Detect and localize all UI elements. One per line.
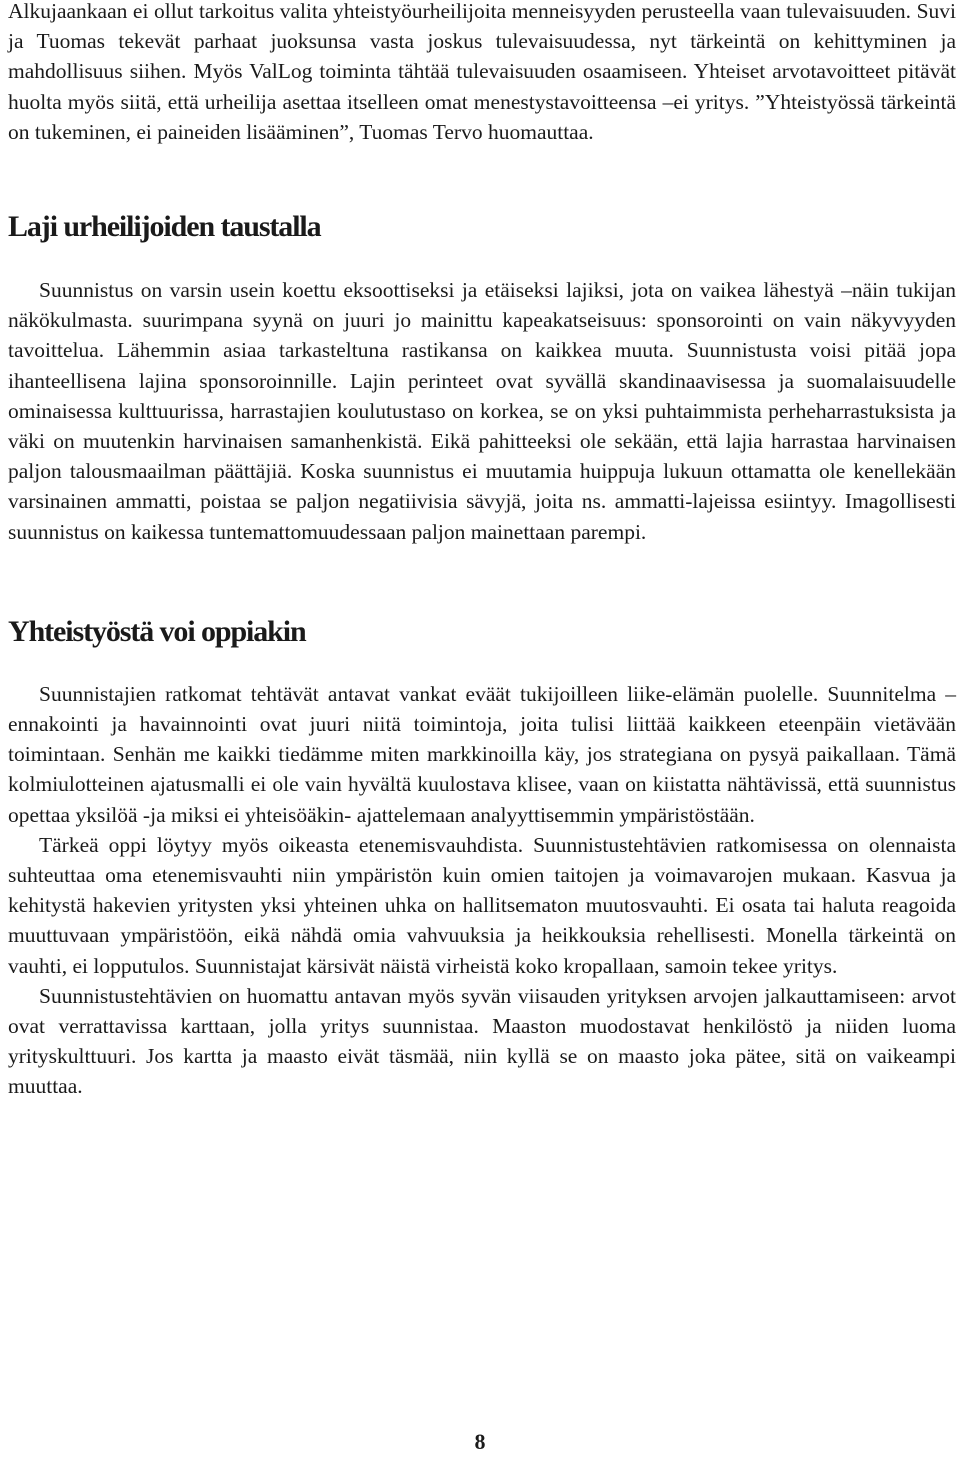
section-paragraph: Tärkeä oppi löytyy myös oikeasta etenemisvauhdista. Suunnistustehtävien ratkomisessa on olennaista suhteuttaa oma etenemisvauhti niin ympäristön kuin omien taitojen ja voimavarojen mukaan. Kasvua ja kehitystä hakevien yritysten yksi yhteinen uhka on hallitsematon muutosvauhti. Ei osata tai haluta reagoida muuttuvaan ympäristöön, eikä nähdä omia vahvuuksia ja heikkouksia rehellisesti. Monella tärkeintä on vauhti, ei lopputulos. Suunnistajat kärsivät näistä virheistä koko kropallaan, samoin tekee yritys. — [8, 832, 956, 978]
document-page — [8, 0, 956, 1102]
page-number: 8 — [474, 1429, 486, 1454]
section-paragraph: Suunnistustehtävien on huomattu antavan myös syvän viisauden yrityksen arvojen jalkauttamiseen: arvot ovat verrattavissa karttaan, jolla yritys suunnistaa. Maaston muodostavat henkilöstö ja niiden luoma yrityskulttuuri. Jos kartta ja maasto eivät täsmää, niin kyllä se on maasto joka pätee, sitä on vaikeampi muuttaa. — [8, 983, 956, 1099]
section-paragraph: Suunnistajien ratkomat tehtävät antavat vankat eväät tukijoilleen liike-elämän puolelle. Suunnitelma – ennakointi ja havainnointi ovat juuri niitä toimintoja, joita tulisi liittää kaikkeen eteenpäin vietävään toimintaan. Senhän me kaikki tiedämme miten markkinoilla käy, jos strategiana on pysyä paikallaan. Tämä kolmiulotteinen ajatusmalli ei ole vain hyvältä kuulostava klisee, vaan on kiistatta nähtävissä, että suunnistus opettaa yksilöä -ja miksi ei yhteisöäkin- ajattelemaan analyyttisemmin ympäristöstään. — [8, 681, 956, 827]
intro-paragraph: Alkujaankaan ei ollut tarkoitus valita yhteistyöurheilijoita menneisyyden perusteella vaan tulevaisuuden. Suvi ja Tuomas tekevät parhaat juoksunsa vasta joskus tulevaisuudessa, nyt tärkeintä on kehittyminen ja mahdollisuus siihen. Myös ValLog toiminta tähtää tulevaisuuden osaamiseen. Yhteiset arvotavoitteet pitävät huolta myös siitä, että urheilija asettaa itselleen omat menestystavoitteensa –ei yritys. ”Yhteistyössä tärkeintä on tukeminen, ei paineiden lisääminen”, Tuomas Tervo huomauttaa. — [8, 0, 956, 144]
section-paragraph: Suunnistus on varsin usein koettu eksoottiseksi ja etäiseksi lajiksi, jota on vaikea lähestyä –näin tukijan näkökulmasta. suurimpana syynä on juuri jo mainittu kapeakatseisuus: sponsorointi on vain näkyvyyden tavoittelua. Lähemmin asiaa tarkasteltuna rastikansa on kaikkea muuta. Suunnistusta voisi pitää jopa ihanteellisena lajina sponsoroinnille. Lajin perinteet ovat syvällä skandinaavisessa ja suomalaisuudelle ominaisessa kulttuurissa, harrastajien koulutustaso on korkea, se on yksi puhtaimmista perheharrastuksista ja väki on muutenkin harvinaisen samanhenkistä. Eikä pahitteeksi ole sekään, että lajia harrastaa harvinaisen paljon talousmaailman päättäjiä. Koska suunnistus ei muutamia huippuja lukuun ottamatta ole kenellekään varsinainen ammatti, poistaa se paljon negatiivisia sävyjä, joita ns. ammatti-lajeissa esiintyy. Imagollisesti suunnistus on kaikessa tuntemattomuudessaan paljon mainettaan parempi. — [8, 278, 956, 544]
section-heading-yhteistyo: Yhteistyöstä voi oppiakin — [8, 614, 306, 648]
section-heading-laji: Laji urheilijoiden taustalla — [8, 210, 321, 244]
